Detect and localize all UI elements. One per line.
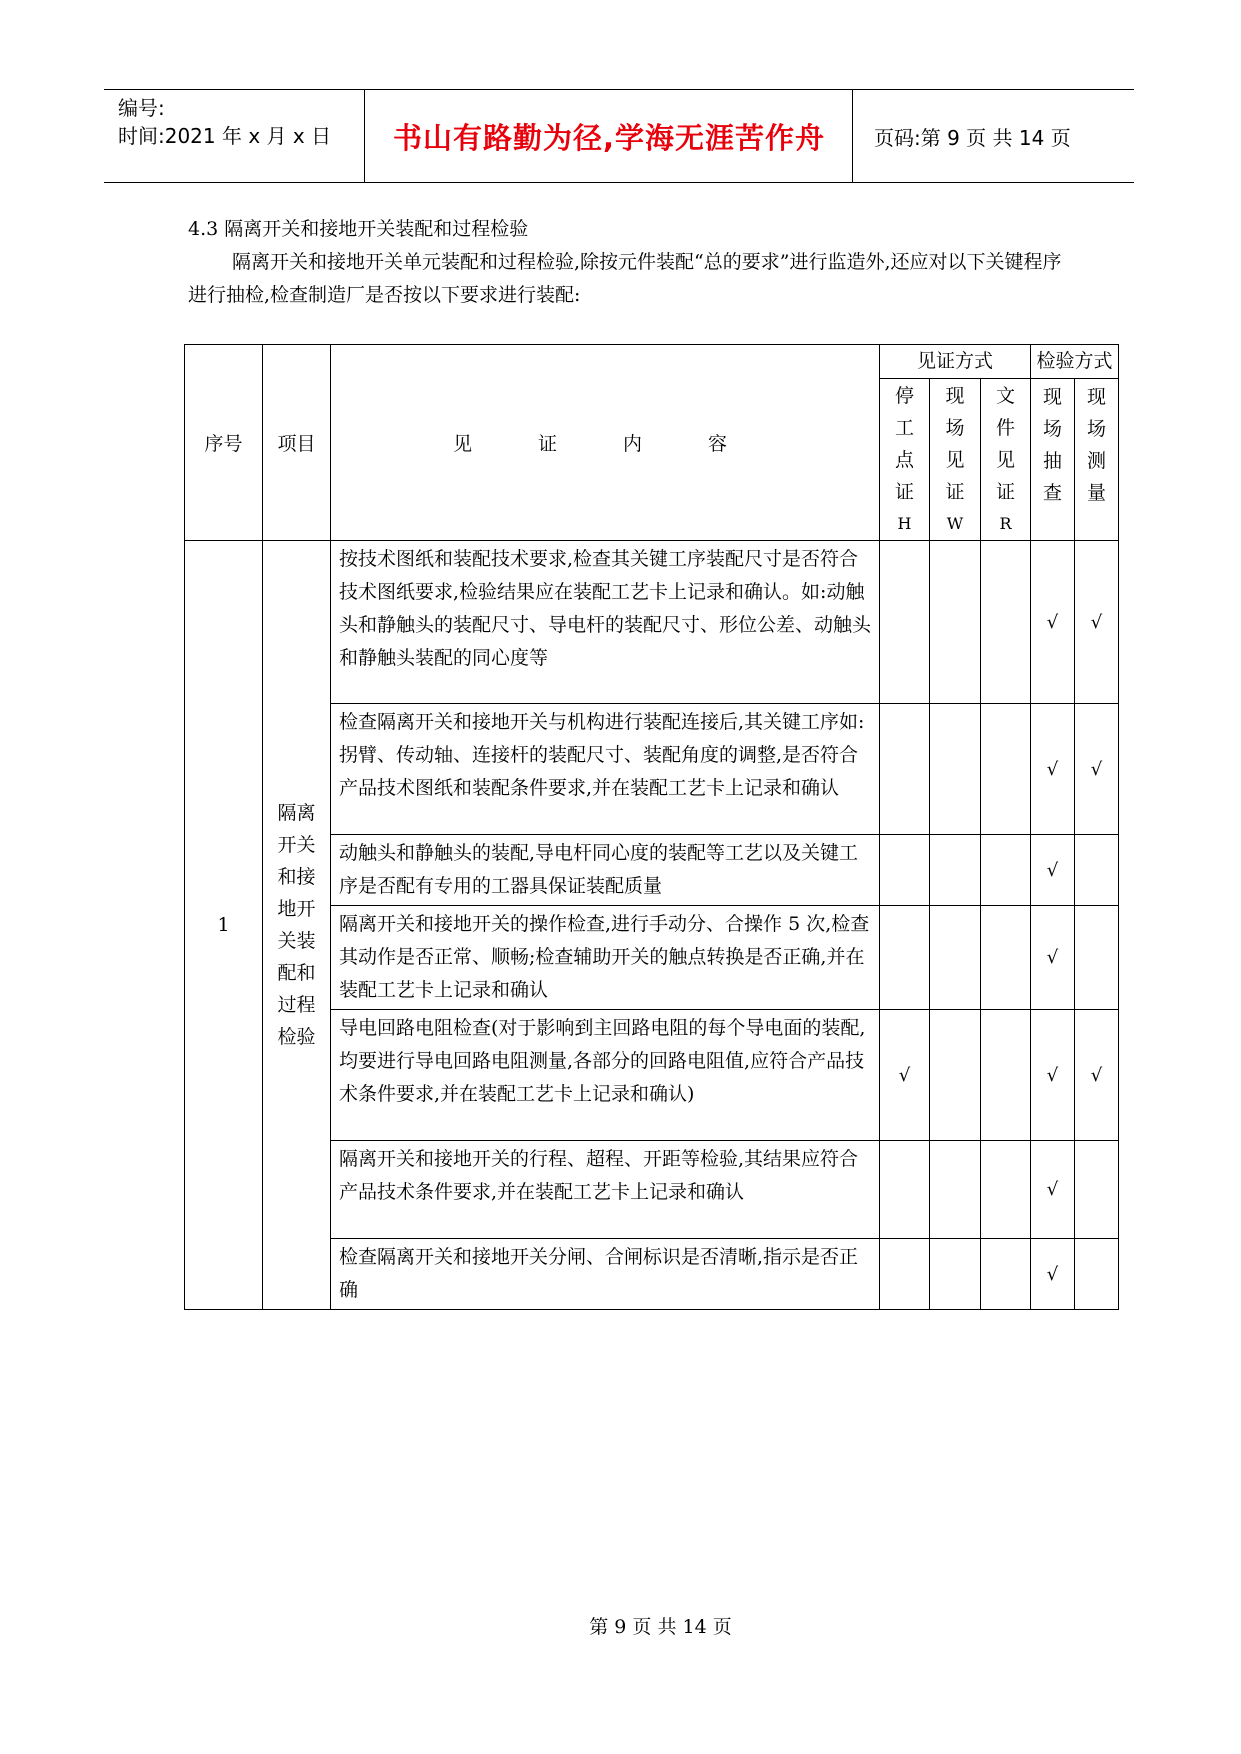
cell-witness	[930, 1239, 981, 1310]
cell-measure: √	[1075, 704, 1119, 835]
cell-hold	[880, 906, 930, 1010]
cell-hold	[880, 835, 930, 906]
cell-spot-check: √	[1031, 835, 1075, 906]
row-content: 按技术图纸和装配技术要求,检查其关键工序装配尺寸是否符合技术图纸要求,检验结果应在装配工艺卡上记录和确认。如:动触头和静触头的装配尺寸、导电杆的装配尺寸、形位公差、动触头和静触头装配的同心度等	[331, 541, 880, 704]
header-content: 见 证 内 容	[331, 345, 880, 541]
cell-witness	[930, 1010, 981, 1141]
header-hold-point: 停 工 点 证 H	[880, 379, 930, 541]
cell-measure	[1075, 1239, 1119, 1310]
cell-spot-check: √	[1031, 1239, 1075, 1310]
cell-hold	[880, 704, 930, 835]
cell-witness	[930, 1141, 981, 1239]
header-record-review: 文 件 见 证 R	[981, 379, 1031, 541]
document-number-label: 编号:	[118, 96, 165, 120]
header-divider	[364, 90, 365, 182]
header-divider	[852, 90, 853, 182]
cell-record	[981, 1141, 1031, 1239]
row-content: 导电回路电阻检查(对于影响到主回路电阻的每个导电面的装配,均要进行导电回路电阻测量,各部分的回路电阻值,应符合产品技术条件要求,并在装配工艺卡上记录和确认)	[331, 1010, 880, 1141]
row-content: 隔离开关和接地开关的行程、超程、开距等检验,其结果应符合产品技术条件要求,并在装配工艺卡上记录和确认	[331, 1141, 880, 1239]
cell-record	[981, 541, 1031, 704]
header-seq: 序号	[185, 345, 263, 541]
cell-spot-check: √	[1031, 906, 1075, 1010]
header-page-label: 页码:第 9 页 共 14 页	[874, 125, 1071, 150]
row-content: 动触头和静触头的装配,导电杆同心度的装配等工艺以及关键工序是否配有专用的工器具保证装配质量	[331, 835, 880, 906]
header-project: 项目	[263, 345, 331, 541]
header-meta	[118, 94, 331, 150]
cell-hold	[880, 541, 930, 704]
inspection-table	[184, 344, 1119, 1310]
cell-record	[981, 906, 1031, 1010]
cell-hold	[880, 1141, 930, 1239]
cell-witness	[930, 835, 981, 906]
row-project: 隔离开关和接地开关装配和过程检验	[263, 541, 331, 1310]
page-footer: 第 9 页 共 14 页	[589, 1616, 732, 1638]
header-field-measure: 现 场 测 量	[1075, 379, 1119, 541]
document-time-label: 时间:2021 年 x 月 x 日	[118, 124, 332, 148]
cell-hold: √	[880, 1010, 930, 1141]
intro-paragraph: 隔离开关和接地开关单元装配和过程检验,除按元件装配“总的要求”进行监造外,还应对以下关键程序进行抽检,检查制造厂是否按以下要求进行装配:	[188, 251, 1062, 306]
cell-measure	[1075, 835, 1119, 906]
header-witness-point: 现 场 见 证 W	[930, 379, 981, 541]
cell-record	[981, 835, 1031, 906]
cell-measure: √	[1075, 541, 1119, 704]
cell-measure	[1075, 1141, 1119, 1239]
cell-spot-check: √	[1031, 541, 1075, 704]
page-header	[104, 89, 1134, 183]
cell-witness	[930, 906, 981, 1010]
header-inspection-method: 检验方式	[1031, 345, 1119, 379]
cell-record	[981, 1010, 1031, 1141]
cell-witness	[930, 704, 981, 835]
cell-hold	[880, 1239, 930, 1310]
cell-record	[981, 1239, 1031, 1310]
cell-spot-check: √	[1031, 1141, 1075, 1239]
row-seq: 1	[185, 541, 263, 1310]
header-spot-check: 现 场 抽 查	[1031, 379, 1075, 541]
header-witness-method: 见证方式	[880, 345, 1031, 379]
cell-witness	[930, 541, 981, 704]
table-row	[185, 541, 1119, 704]
row-content: 检查隔离开关和接地开关分闸、合闸标识是否清晰,指示是否正确	[331, 1239, 880, 1310]
cell-measure: √	[1075, 1010, 1119, 1141]
cell-spot-check: √	[1031, 704, 1075, 835]
cell-spot-check: √	[1031, 1010, 1075, 1141]
cell-measure	[1075, 906, 1119, 1010]
row-content: 检查隔离开关和接地开关与机构进行装配连接后,其关键工序如:拐臂、传动轴、连接杆的装配尺寸、装配角度的调整,是否符合产品技术图纸和装配条件要求,并在装配工艺卡上记录和确认	[331, 704, 880, 835]
section-title: 4.3 隔离开关和接地开关装配和过程检验	[188, 218, 529, 240]
header-motto: 书山有路勤为径,学海无涯苦作舟	[392, 120, 826, 155]
cell-record	[981, 704, 1031, 835]
row-content: 隔离开关和接地开关的操作检查,进行手动分、合操作 5 次,检查其动作是否正常、顺畅;检查辅助开关的触点转换是否正确,并在装配工艺卡上记录和确认	[331, 906, 880, 1010]
